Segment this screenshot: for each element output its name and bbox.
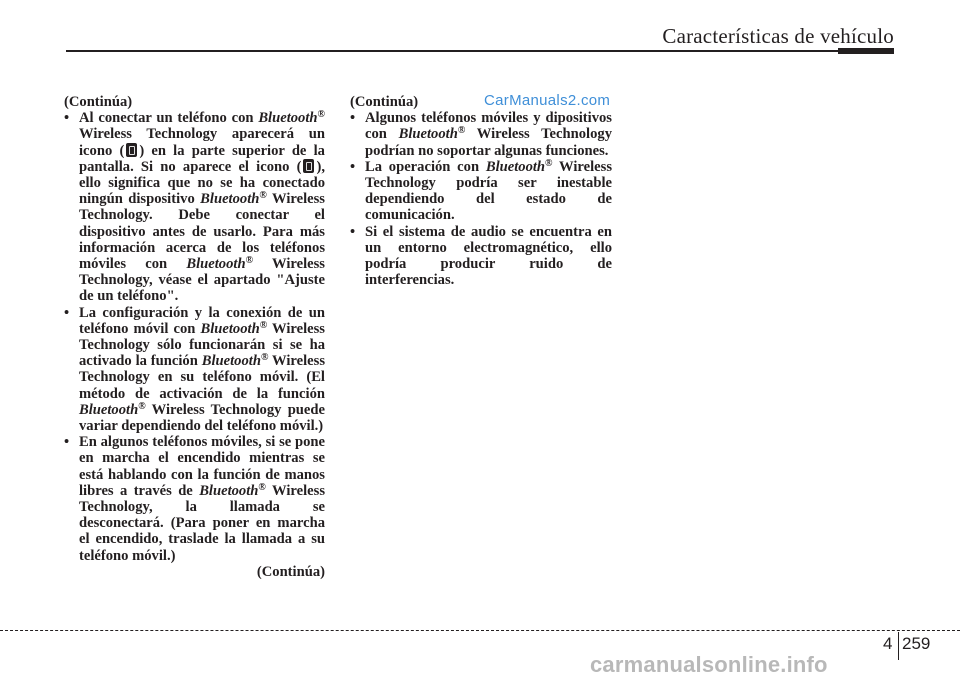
bullet-text: Al conectar un teléfono con bbox=[79, 110, 259, 127]
bluetooth-term: Bluetooth bbox=[200, 191, 260, 208]
bluetooth-phone-icon bbox=[303, 159, 314, 173]
registered-mark: ® bbox=[138, 400, 146, 412]
bluetooth-term: Bluetooth bbox=[79, 401, 139, 418]
bullet-item bbox=[350, 224, 612, 289]
bullet-item bbox=[64, 110, 325, 304]
bullet-dot: • bbox=[64, 434, 70, 451]
footer-dashed-rule bbox=[0, 630, 960, 631]
bluetooth-term: Bluetooth bbox=[398, 126, 458, 143]
bullet-item bbox=[64, 434, 325, 564]
bullet-text: La operación con bbox=[365, 158, 486, 175]
registered-mark: ® bbox=[259, 319, 268, 331]
bullet-dot: • bbox=[350, 110, 356, 127]
continued-label-top: (Continúa) bbox=[64, 94, 133, 110]
registered-mark: ® bbox=[258, 481, 266, 493]
left-column bbox=[64, 94, 325, 580]
bullet-text: ) en la parte superior de la pantalla. Si no aparece el icono ( bbox=[79, 142, 325, 175]
bluetooth-term: Bluetooth bbox=[186, 256, 246, 273]
bullet-dot: • bbox=[350, 223, 356, 240]
bullet-dot: • bbox=[64, 304, 70, 321]
page-number: 259 bbox=[902, 634, 931, 653]
bluetooth-term: Bluetooth bbox=[199, 482, 259, 499]
bluetooth-phone-icon bbox=[126, 143, 137, 157]
right-column bbox=[350, 94, 612, 288]
bullet-text: Wireless Technology, véase el apartado "Ajuste de un teléfono". bbox=[79, 256, 325, 305]
bullet-item bbox=[350, 159, 612, 224]
bluetooth-term: Bluetooth bbox=[201, 353, 261, 370]
registered-mark: ® bbox=[457, 125, 466, 137]
bullet-text: Wireless Technology, la llamada se desconectará. (Para poner en marcha el encendido, traslade la llamada a su teléfono móvil.) bbox=[79, 482, 325, 564]
bluetooth-term: Bluetooth bbox=[258, 110, 318, 127]
bullet-item bbox=[350, 110, 612, 159]
bluetooth-term: Bluetooth bbox=[485, 158, 546, 175]
chapter-number: 4 bbox=[883, 634, 893, 653]
bullet-text: Wireless Technology aparecerá un icono ( bbox=[79, 126, 325, 159]
bullet-item bbox=[64, 305, 325, 435]
bullet-text: Algunos teléfonos móviles y dipositivos con bbox=[365, 110, 612, 143]
bullet-text: Wireless Technology. Debe conectar el dispositivo antes de usarlo. Para más información acerca de los teléfonos móviles con bbox=[79, 191, 325, 273]
header-tab-bar bbox=[838, 48, 894, 54]
bullet-text: Wireless Technology podrían no soportar algunas funciones. bbox=[365, 126, 612, 159]
bullet-dot: • bbox=[64, 110, 70, 127]
page-number-divider bbox=[898, 632, 899, 660]
bullet-text: En algunos teléfonos móviles, si se pone en marcha el encendido mientras se está hablando con la función de manos libres a través de bbox=[79, 434, 325, 499]
header-rule bbox=[66, 50, 894, 52]
continued-label-top: (Continúa) bbox=[350, 94, 419, 110]
registered-mark: ® bbox=[545, 157, 553, 169]
bullet-text: Wireless Technology puede variar dependiendo del teléfono móvil.) bbox=[79, 401, 325, 435]
registered-mark: ® bbox=[245, 255, 254, 267]
carmanuals-watermark: CarManuals2.com bbox=[484, 92, 611, 109]
bluetooth-term: Bluetooth bbox=[200, 320, 260, 337]
bullet-text: ), ello significa que no se ha conectado ningún dispositivo bbox=[79, 158, 325, 208]
registered-mark: ® bbox=[317, 109, 325, 121]
chapter-title: Características de vehículo bbox=[662, 24, 894, 48]
bullet-text: Wireless Technology en su teléfono móvil. (El método de activación de la función bbox=[79, 353, 326, 402]
bullet-text: Si el sistema de audio se encuentra en un entorno electromagnético, ello podría producir ruido de interferencias. bbox=[365, 223, 612, 289]
registered-mark: ® bbox=[260, 352, 269, 364]
bullet-text: La configuración y la conexión de un teléfono móvil con bbox=[79, 304, 325, 337]
bullet-text: Wireless Technology podría ser inestable dependiendo del estado de comunicación. bbox=[365, 158, 612, 224]
continued-label-bottom: (Continúa) bbox=[256, 563, 325, 580]
registered-mark: ® bbox=[259, 190, 267, 202]
bullet-dot: • bbox=[350, 158, 356, 175]
bullet-text: Wireless Technology sólo funcionarán si se ha activado la función bbox=[79, 320, 325, 370]
site-watermark: carmanualsonline.info bbox=[590, 652, 828, 677]
